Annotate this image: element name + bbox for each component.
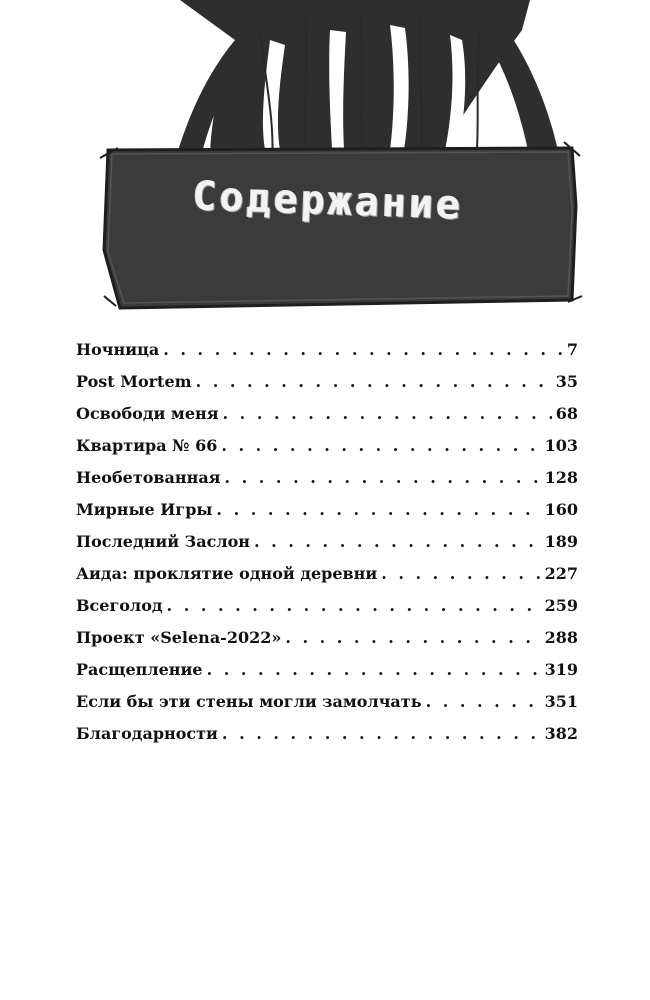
toc-entry (76, 468, 578, 500)
dot-leader (381, 564, 540, 583)
toc-entry-title: Аида: проклятие одной деревни (76, 564, 378, 583)
toc-entry-page: 189 (544, 532, 578, 551)
toc-entry-title: Всеголод (76, 596, 163, 615)
toc-entry (76, 404, 578, 436)
toc-entry-title: Освободи меня (76, 404, 219, 423)
toc-entry-page: 288 (544, 628, 578, 647)
toc-entry-page: 103 (544, 436, 578, 455)
toc-entry (76, 372, 578, 404)
toc-entry-page: 7 (566, 340, 578, 359)
toc-entry (76, 500, 578, 532)
toc-entry-title: Расщепление (76, 660, 203, 679)
toc-entry (76, 596, 578, 628)
toc-entry (76, 340, 578, 372)
toc-entry-title: Мирные Игры (76, 500, 213, 519)
dot-leader (163, 340, 563, 359)
toc-entry-title: Ночница (76, 340, 160, 359)
tree-roots-icon (175, 0, 560, 160)
toc-entry (76, 564, 578, 596)
toc-entry-page: 259 (544, 596, 578, 615)
tree-roots-banner-illustration (60, 0, 620, 320)
dot-leader (222, 724, 541, 743)
toc-entry-page: 227 (544, 564, 578, 583)
toc-entry-title: Проект «Selena-2022» (76, 628, 282, 647)
toc-entry (76, 692, 578, 724)
toc-entry-title: Квартира № 66 (76, 436, 218, 455)
toc-entry-title: Если бы эти стены могли замолчать (76, 692, 422, 711)
dot-leader (285, 628, 540, 647)
toc-entry-page: 128 (544, 468, 578, 487)
dot-leader (196, 372, 552, 391)
dot-leader (221, 436, 540, 455)
dot-leader (216, 500, 540, 519)
toc-entry (76, 660, 578, 692)
toc-entry-page: 160 (544, 500, 578, 519)
dot-leader (223, 404, 552, 423)
dot-leader (426, 692, 541, 711)
toc-entry-page: 351 (544, 692, 578, 711)
toc-entry (76, 436, 578, 468)
page-title: Содержание (191, 173, 465, 229)
dot-leader (167, 596, 541, 615)
dot-leader (254, 532, 541, 551)
toc-entry-page: 68 (555, 404, 578, 423)
toc-entry-page: 35 (555, 372, 578, 391)
toc-entry-page: 319 (544, 660, 578, 679)
toc-entry-title: Post Mortem (76, 372, 192, 391)
toc-entry-title: Благодарности (76, 724, 218, 743)
toc-entry (76, 532, 578, 564)
toc-entry-title: Необетованная (76, 468, 221, 487)
dot-leader (207, 660, 541, 679)
dot-leader (225, 468, 541, 487)
toc-entry (76, 724, 578, 756)
toc-entry-page: 382 (544, 724, 578, 743)
toc-entry-title: Последний Заслон (76, 532, 250, 551)
toc-entry (76, 628, 578, 660)
table-of-contents (76, 340, 578, 756)
